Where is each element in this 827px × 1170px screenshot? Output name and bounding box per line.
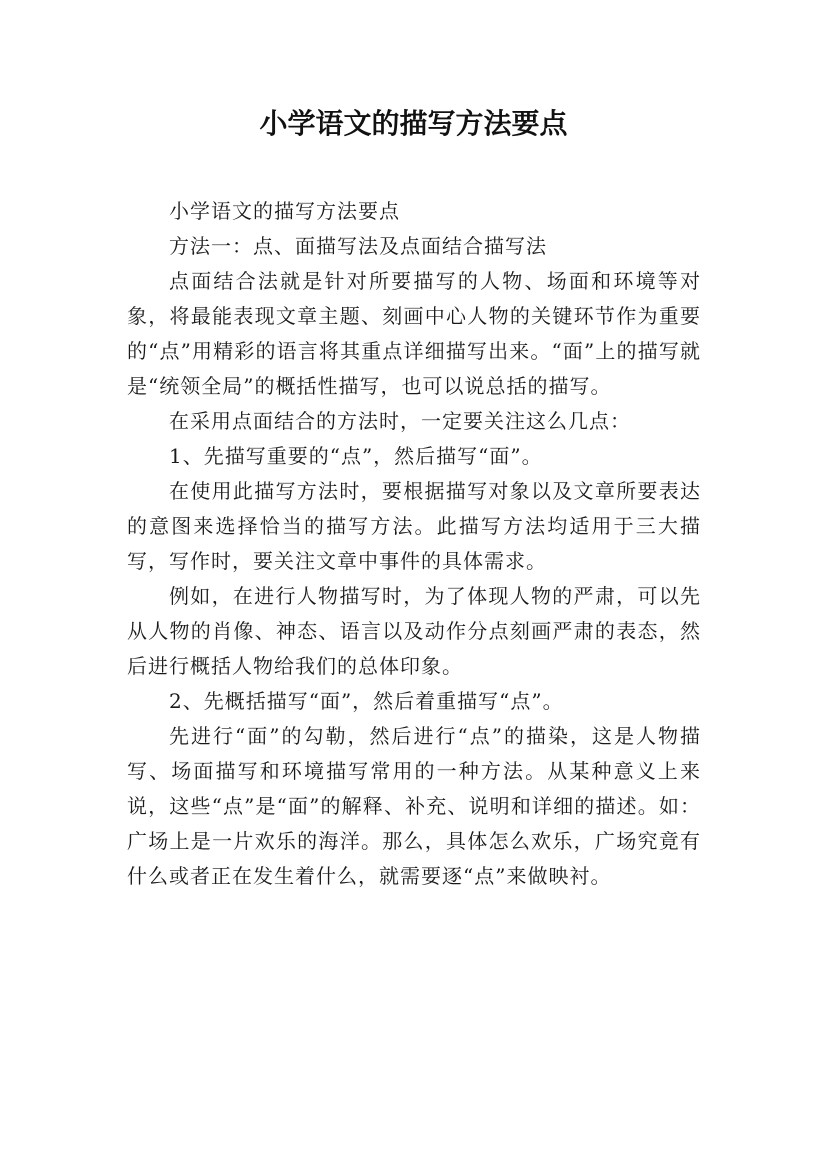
document-body — [127, 194, 701, 894]
paragraph-point-one-body: 在使用此描写方法时，要根据描写对象以及文章所要表达的意图来选择恰当的描写方法。此描写方法均适用于三大描写，写作时，要关注文章中事件的具体需求。 — [127, 479, 701, 573]
paragraph-method-one-heading: 方法一：点、面描写法及点面结合描写法 — [169, 234, 547, 258]
paragraph-points-intro: 在采用点面结合的方法时，一定要关注这么几点： — [169, 409, 631, 433]
paragraph-point-two-body: 先进行“面”的勾勒，然后进行“点”的描染，这是人物描写、场面描写和环境描写常用的一种方法。从某种意义上来说，这些“点”是“面”的解释、补充、说明和详细的描述。如：广场上是一片欢乐的海洋。那么，具体怎么欢乐，广场究竟有什么或者正在发生着什么，就需要逐“点”来做映衬。 — [127, 724, 701, 888]
document-title: 小学语文的描写方法要点 — [259, 107, 568, 140]
paragraph-subtitle: 小学语文的描写方法要点 — [169, 199, 400, 223]
paragraph-example: 例如，在进行人物描写时，为了体现人物的严肃，可以先从人物的肖像、神态、语言以及动作分点刻画严肃的表态，然后进行概括人物给我们的总体印象。 — [127, 584, 701, 678]
paragraph-definition: 点面结合法就是针对所要描写的人物、场面和环境等对象，将最能表现文章主题、刻画中心人物的关键环节作为重要的“点”用精彩的语言将其重点详细描写出来。“面”上的描写就是“统领全局”的概括性描写，也可以说总括的描写。 — [127, 269, 701, 398]
paragraph-point-two-heading: 2、先概括描写“面”，然后着重描写“点”。 — [169, 689, 564, 713]
paragraph-point-one-heading: 1、先描写重要的“点”，然后描写“面”。 — [169, 444, 543, 468]
